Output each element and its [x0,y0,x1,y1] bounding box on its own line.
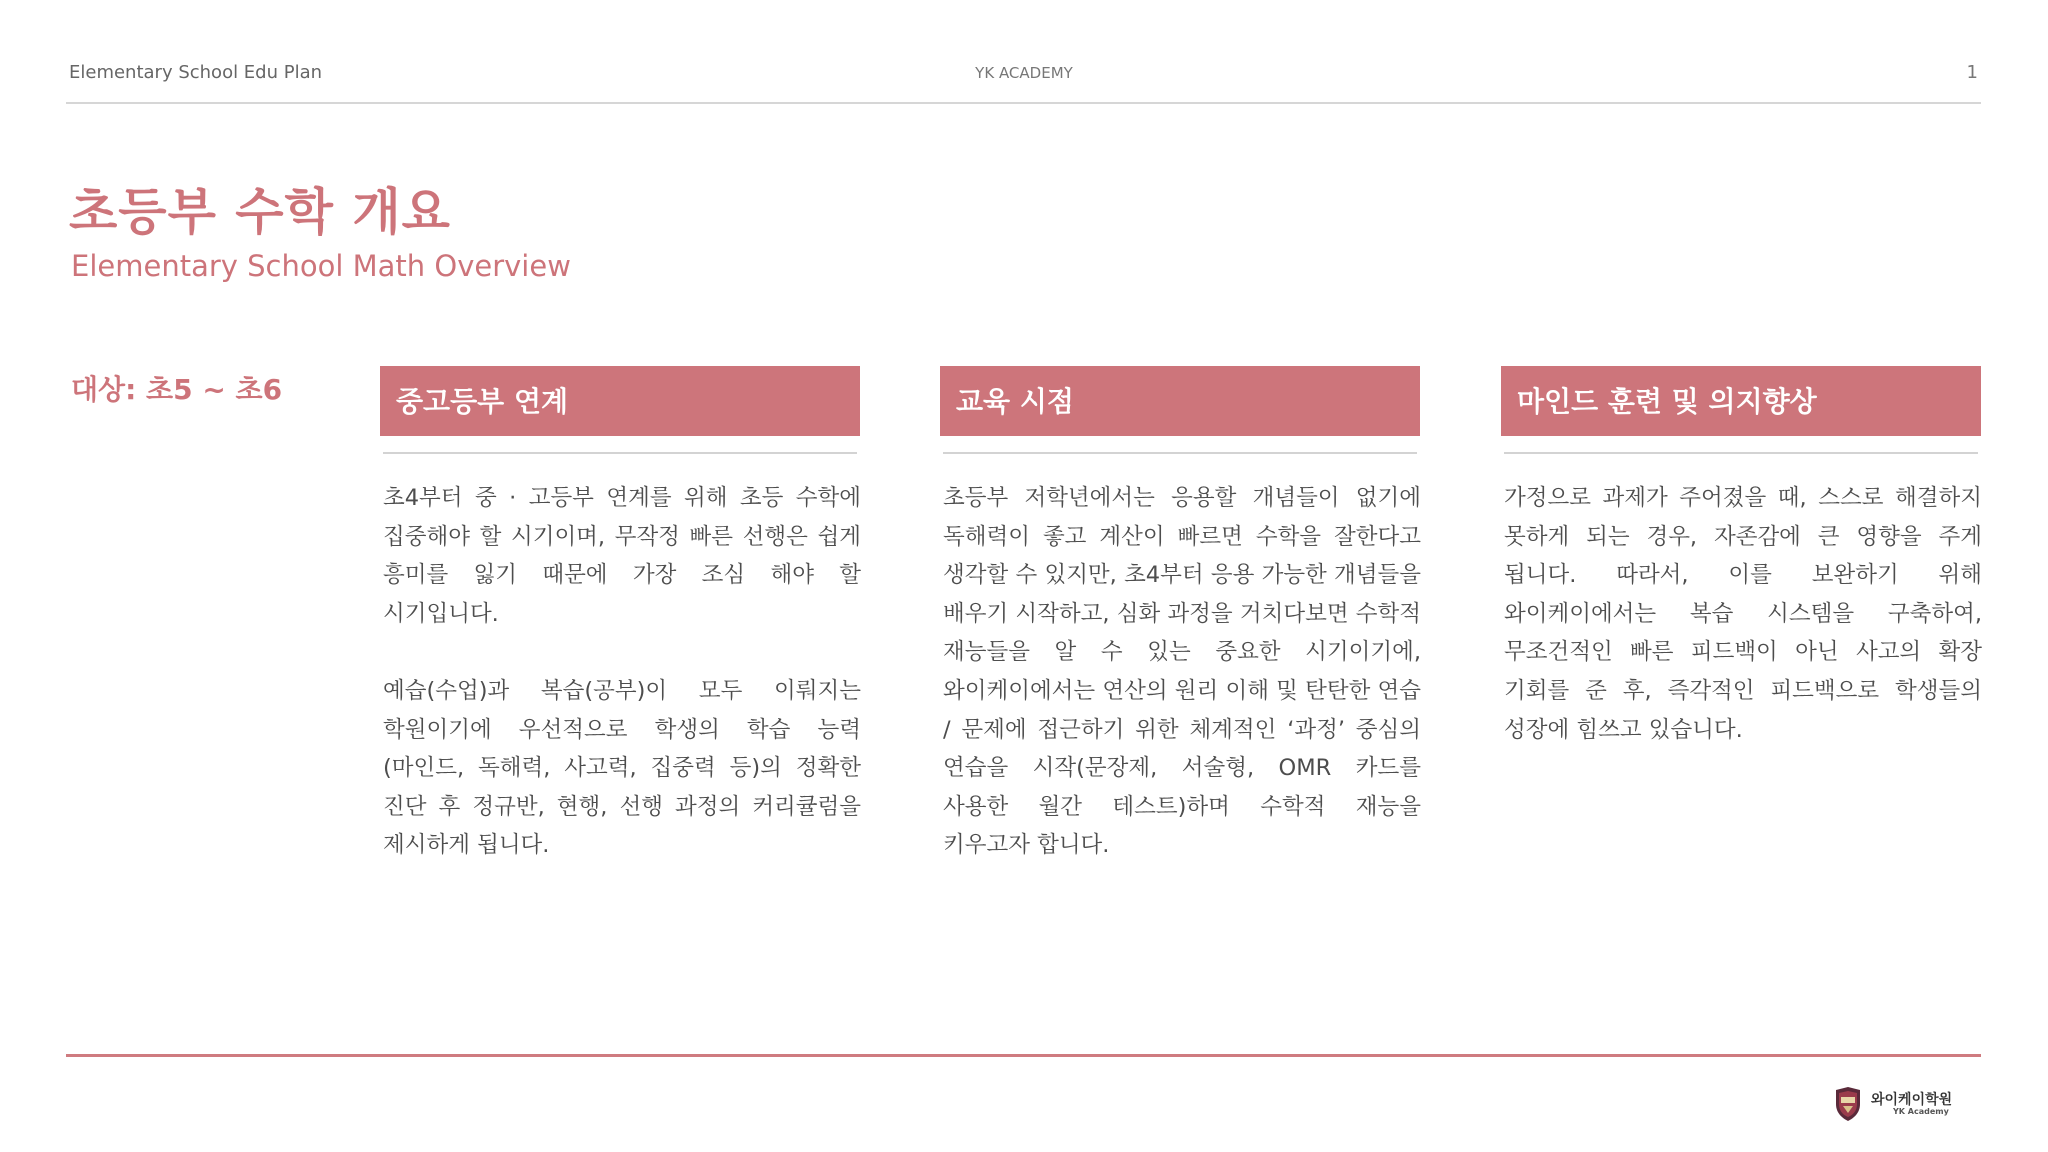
column-heading: 마인드 훈련 및 의지향상 [1501,366,1981,436]
target-audience: 대상: 초5 ~ 초6 [71,373,283,406]
academy-logo [1833,1086,1993,1126]
page-subtitle: Elementary School Math Overview [71,249,571,283]
column-paragraph: 초4부터 중 · 고등부 연계를 위해 초등 수학에 집중해야 할 시기이며, 무작정 빠른 선행은 쉽게 흥미를 잃기 때문에 가장 조심 해야 할 시기입니다. [383,485,861,627]
column-education-timing [940,366,1420,865]
column-heading: 중고등부 연계 [380,366,860,436]
column-divider [383,452,857,454]
header-document-title: Elementary School Edu Plan [69,62,323,83]
column-paragraph: 초등부 저학년에서는 응용할 개념들이 없기에 독해력이 좋고 계산이 빠르면 수학을 잘한다고 생각할 수 있지만, 초4부터 응용 가능한 개념들을 배우기 시작하고, 심화 과정을 거치다보면 수학적 재능들을 알 수 있는 중요한 시기이기에, 와이케이에서는 연산의 원리 이해 및 탄탄한 연습 / 문제에 접근하기 위한 체계적인 ‘과정’ 중심의 연습을 시작(문장제, 서술형, OMR 카드를 사용한 월간 테스트)하며 수학적 재능을 키우고자 합니다. [943,485,1421,859]
logo-name: 와이케이학원 [1871,1092,1953,1108]
column-divider [1504,452,1978,454]
column-paragraph: 가정으로 과제가 주어졌을 때, 스스로 해결하지 못하게 되는 경우, 자존감에 큰 영향을 주게 됩니다. 따라서, 이를 보완하기 위해 와이케이에서는 복습 시스템을 구축하여, 무조건적인 빠른 피드백이 아닌 사고의 확장 기회를 준 후, 즉각적인 피드백으로 학생들의 성장에 힘쓰고 있습니다. [1504,485,1982,743]
column-body [943,479,1421,865]
footer-divider [66,1054,1981,1057]
column-divider [943,452,1417,454]
logo-subtitle: YK Academy [1893,1107,1949,1116]
column-heading: 교육 시점 [940,366,1420,436]
page-number: 1 [1966,62,1978,83]
column-paragraph: 예습(수업)과 복습(공부)이 모두 이뤄지는 학원이기에 우선적으로 학생의 학습 능력(마인드, 독해력, 사고력, 집중력 등)의 정확한 진단 후 정규반, 현행, 선행 과정의 커리큘럼을 제시하게 됩니다. [383,677,861,859]
column-body [383,479,861,865]
column-body [1504,479,1982,749]
column-mind-training [1501,366,1981,749]
column-connection [380,366,860,865]
header-brand: YK ACADEMY [975,64,1073,82]
header-divider [66,102,1981,104]
page-title: 초등부 수학 개요 [69,183,451,241]
shield-emblem-icon [1833,1086,1863,1122]
